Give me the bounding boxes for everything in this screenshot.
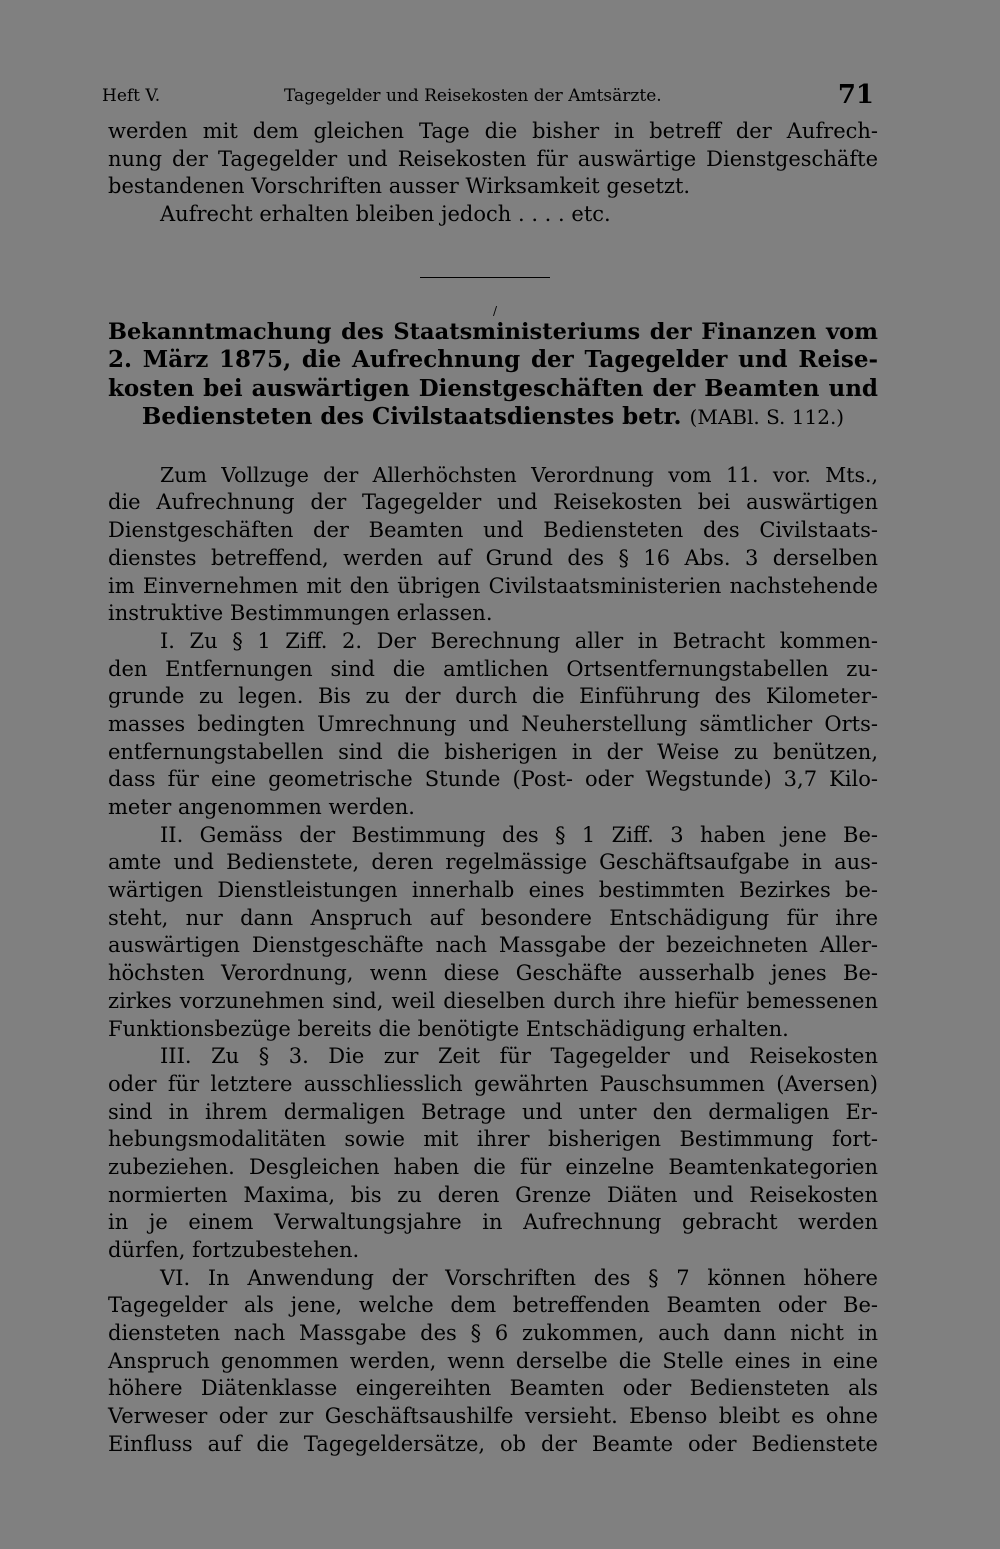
text-line: Zum Vollzuge der Allerhöchsten Verordnung vom 11. vor. Mts., <box>160 462 878 487</box>
text-line: steht, nur dann Anspruch auf besondere Entschädigung für ihre <box>108 905 878 930</box>
text-line: auswärtigen Dienstgeschäfte nach Massgabe der bezeichneten Aller- <box>108 933 878 958</box>
text-line: entfernungstabellen sind die bisherigen in der Weise zu benützen, <box>108 739 878 764</box>
text-line: bestandenen Vorschriften ausser Wirksamkeit gesetzt. <box>108 174 691 199</box>
page-number: 71 <box>837 80 874 110</box>
publication-reference: (MABl. S. 112.) <box>689 405 845 430</box>
text-line: VI. In Anwendung der Vorschriften des § 7 können höhere <box>160 1265 878 1290</box>
text-line: werden mit dem gleichen Tage die bisher in betreff der Aufrech- <box>108 119 878 143</box>
text-line: oder für letztere ausschliesslich gewährten Pauschsummen (Aversen) <box>108 1071 878 1096</box>
header-issue: Heft V. <box>102 86 161 106</box>
section-heading <box>108 318 878 432</box>
text-line: in je einem Verwaltungsjahre in Aufrechnung gebracht werden <box>108 1210 878 1235</box>
text-line: hebungsmodalitäten sowie mit ihrer bisherigen Bestimmung fort- <box>108 1127 878 1152</box>
text-line: normierten Maxima, bis zu deren Grenze Diäten und Reisekosten <box>108 1182 878 1207</box>
text-line: dass für eine geometrische Stunde (Post- oder Wegstunde) 3,7 Kilo- <box>108 767 878 792</box>
text-line: I. Zu § 1 Ziff. 2. Der Berechnung aller in Betracht kommen- <box>160 628 878 653</box>
text-line: sind in ihrem dermaligen Betrage und unter den dermaligen Er- <box>108 1099 878 1124</box>
text-line: Anspruch genommen werden, wenn derselbe die Stelle eines in eine <box>108 1348 878 1373</box>
text-line: amte und Bedienstete, deren regelmässige Geschäftsaufgabe in aus- <box>108 850 878 875</box>
header-title: Tagegelder und Reisekosten der Amtsärzte. <box>284 86 662 106</box>
text-line: die Aufrechnung der Tagegelder und Reisekosten bei auswärtigen <box>108 490 878 515</box>
text-line: III. Zu § 3. Die zur Zeit für Tagegelder und Reisekosten <box>160 1044 878 1069</box>
text-line: Dienstgeschäften der Beamten und Bediensteten des Civilstaats- <box>108 518 878 543</box>
stray-mark: / <box>493 303 498 318</box>
text-line: zubeziehen. Desgleichen haben die für einzelne Beamtenkategorien <box>108 1154 878 1179</box>
text-line: Tagegelder als jene, welche dem betreffenden Beamten oder Be- <box>108 1293 878 1318</box>
text-line: im Einvernehmen mit den übrigen Civilstaatsministerien nachstehende <box>108 573 878 598</box>
heading-line-final <box>108 403 878 432</box>
body-text <box>108 462 878 1459</box>
text-line: den Entfernungen sind die amtlichen Ortsentfernungstabellen zu- <box>108 656 878 681</box>
text-line: grunde zu legen. Bis zu der durch die Einführung des Kilometer- <box>108 684 878 709</box>
text-line: Einfluss auf die Tagegeldersätze, ob der Beamte oder Bedienstete <box>108 1431 878 1456</box>
heading-line: Bediensteten des Civilstaatsdienstes betr. <box>141 403 682 431</box>
text-line: masses bedingten Umrechnung und Neuherstellung sämtlicher Orts- <box>108 711 878 736</box>
text-line: Funktionsbezüge bereits die benötigte Entschädigung erhalten. <box>108 1016 789 1041</box>
text-line: zirkes vorzunehmen sind, weil dieselben durch ihre hiefür bemessenen <box>108 988 878 1013</box>
text-line: instruktive Bestimmungen erlassen. <box>108 601 493 626</box>
text-line: höhere Diätenklasse eingereihten Beamten oder Bediensteten als <box>108 1376 878 1401</box>
text-line: dürfen, fortzubestehen. <box>108 1238 360 1262</box>
text-line: höchsten Verordnung, wenn diese Geschäfte ausserhalb jenes Be- <box>108 961 878 986</box>
text-line: wärtigen Dienstleistungen innerhalb eines bestimmten Bezirkes be- <box>108 878 878 903</box>
section-divider <box>420 277 550 278</box>
text-line: diensteten nach Massgabe des § 6 zukommen, auch dann nicht in <box>108 1321 878 1346</box>
text-line: Aufrecht erhalten bleiben jedoch . . . . etc. <box>160 202 611 227</box>
heading-line: kosten bei auswärtigen Dienstgeschäften der Beamten und <box>108 374 878 402</box>
text-line: meter angenommen werden. <box>108 795 415 819</box>
document-page <box>102 78 878 1459</box>
text-line: II. Gemäss der Bestimmung des § 1 Ziff. 3 haben jene Be- <box>160 822 878 847</box>
heading-line: 2. März 1875, die Aufrechnung der Tagegelder und Reise- <box>108 346 878 374</box>
running-header <box>102 78 878 118</box>
intro-paragraph <box>108 118 878 229</box>
text-line: nung der Tagegelder und Reisekosten für auswärtige Dienstgeschäfte <box>108 146 878 171</box>
text-line: dienstes betreffend, werden auf Grund des § 16 Abs. 3 derselben <box>108 545 878 570</box>
text-line: Verweser oder zur Geschäftsaushilfe versieht. Ebenso bleibt es ohne <box>108 1404 878 1429</box>
heading-line: Bekanntmachung des Staatsministeriums der Finanzen vom <box>108 318 878 345</box>
